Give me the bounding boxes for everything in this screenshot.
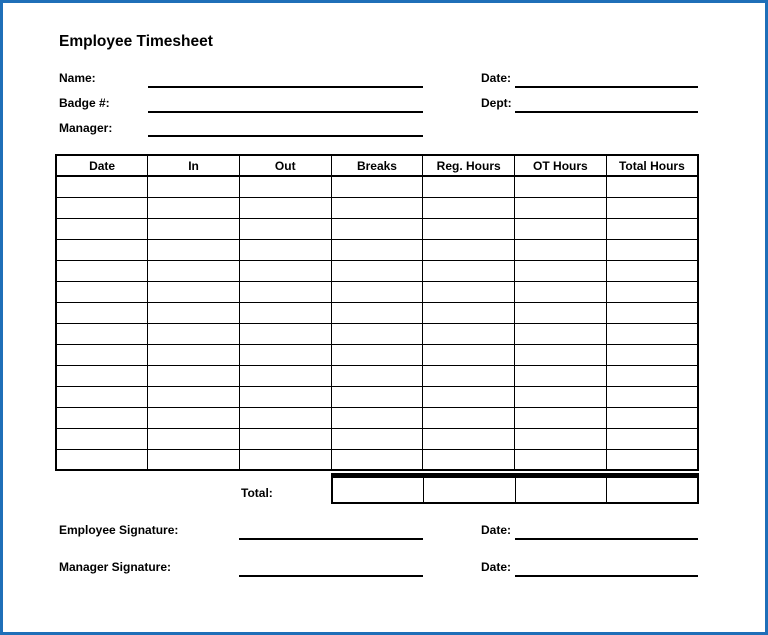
table-cell[interactable] xyxy=(56,344,148,365)
badge-label: Badge #: xyxy=(59,96,110,110)
table-cell[interactable] xyxy=(606,239,698,260)
table-cell[interactable] xyxy=(423,449,515,470)
table-cell[interactable] xyxy=(515,281,607,302)
table-row xyxy=(56,302,698,323)
date-field[interactable] xyxy=(515,86,698,88)
table-cell[interactable] xyxy=(515,197,607,218)
total-label: Total: xyxy=(241,486,273,500)
table-cell[interactable] xyxy=(56,302,148,323)
table-row xyxy=(56,449,698,470)
timesheet-table xyxy=(55,154,699,471)
table-cell[interactable] xyxy=(239,281,331,302)
employee-signature-field[interactable] xyxy=(239,538,423,540)
total-reg-hours-cell[interactable] xyxy=(424,478,515,502)
column-header: In xyxy=(148,155,240,176)
table-cell[interactable] xyxy=(56,218,148,239)
table-cell[interactable] xyxy=(606,323,698,344)
table-cell[interactable] xyxy=(606,365,698,386)
dept-label: Dept: xyxy=(481,96,512,110)
manager-signature-label: Manager Signature: xyxy=(59,560,172,574)
table-cell[interactable] xyxy=(148,344,240,365)
table-cell[interactable] xyxy=(515,365,607,386)
table-row xyxy=(56,218,698,239)
table-cell[interactable] xyxy=(515,428,607,449)
table-cell[interactable] xyxy=(239,302,331,323)
total-total-hours-cell[interactable] xyxy=(607,478,697,502)
table-cell[interactable] xyxy=(56,197,148,218)
table-cell[interactable] xyxy=(148,365,240,386)
table-cell[interactable] xyxy=(423,344,515,365)
totals-row xyxy=(331,473,699,504)
column-header: OT Hours xyxy=(515,155,607,176)
table-cell[interactable] xyxy=(606,407,698,428)
table-cell[interactable] xyxy=(423,386,515,407)
table-cell[interactable] xyxy=(331,218,423,239)
table-cell[interactable] xyxy=(148,449,240,470)
table-cell[interactable] xyxy=(148,281,240,302)
table-cell[interactable] xyxy=(239,449,331,470)
table-cell[interactable] xyxy=(239,365,331,386)
column-header: Date xyxy=(56,155,148,176)
table-cell[interactable] xyxy=(148,323,240,344)
table-row xyxy=(56,197,698,218)
table-cell[interactable] xyxy=(239,197,331,218)
table-cell[interactable] xyxy=(56,428,148,449)
table-cell[interactable] xyxy=(56,449,148,470)
table-row xyxy=(56,344,698,365)
table-cell[interactable] xyxy=(331,281,423,302)
table-row xyxy=(56,260,698,281)
table-cell[interactable] xyxy=(56,176,148,197)
table-cell[interactable] xyxy=(515,407,607,428)
table-row xyxy=(56,176,698,197)
table-cell[interactable] xyxy=(56,281,148,302)
table-cell[interactable] xyxy=(148,302,240,323)
table-cell[interactable] xyxy=(56,260,148,281)
manager-signature-field[interactable] xyxy=(239,575,423,577)
table-cell[interactable] xyxy=(148,239,240,260)
table-cell[interactable] xyxy=(606,344,698,365)
table-cell[interactable] xyxy=(423,281,515,302)
table-cell[interactable] xyxy=(423,197,515,218)
table-cell[interactable] xyxy=(423,407,515,428)
table-cell[interactable] xyxy=(239,344,331,365)
table-cell[interactable] xyxy=(606,428,698,449)
table-cell[interactable] xyxy=(515,323,607,344)
badge-field[interactable] xyxy=(148,111,423,113)
employee-signature-date-label: Date: xyxy=(481,523,512,537)
table-header-row xyxy=(56,155,698,176)
table-cell[interactable] xyxy=(148,386,240,407)
column-header: Reg. Hours xyxy=(423,155,515,176)
table-cell[interactable] xyxy=(606,218,698,239)
table-cell[interactable] xyxy=(423,365,515,386)
table-cell[interactable] xyxy=(331,386,423,407)
total-ot-hours-cell[interactable] xyxy=(516,478,607,502)
table-cell[interactable] xyxy=(606,197,698,218)
table-cell[interactable] xyxy=(606,176,698,197)
table-cell[interactable] xyxy=(331,407,423,428)
manager-field[interactable] xyxy=(148,135,423,137)
manager-signature-date-label: Date: xyxy=(481,560,512,574)
table-cell[interactable] xyxy=(331,176,423,197)
table-cell[interactable] xyxy=(606,302,698,323)
table-cell[interactable] xyxy=(56,323,148,344)
total-breaks-cell[interactable] xyxy=(333,478,424,502)
table-cell[interactable] xyxy=(515,449,607,470)
table-cell[interactable] xyxy=(331,449,423,470)
table-cell[interactable] xyxy=(56,239,148,260)
table-cell[interactable] xyxy=(239,260,331,281)
name-label: Name: xyxy=(59,71,96,85)
table-row xyxy=(56,323,698,344)
column-header: Breaks xyxy=(331,155,423,176)
table-cell[interactable] xyxy=(423,176,515,197)
table-row xyxy=(56,386,698,407)
table-cell[interactable] xyxy=(239,407,331,428)
table-row xyxy=(56,407,698,428)
table-cell[interactable] xyxy=(606,386,698,407)
table-cell[interactable] xyxy=(239,323,331,344)
column-header: Total Hours xyxy=(606,155,698,176)
page-title: Employee Timesheet xyxy=(59,33,213,50)
table-body xyxy=(56,176,698,470)
table-cell[interactable] xyxy=(56,407,148,428)
table-cell[interactable] xyxy=(423,218,515,239)
table-cell[interactable] xyxy=(515,260,607,281)
table-cell[interactable] xyxy=(515,344,607,365)
table-row xyxy=(56,428,698,449)
table-cell[interactable] xyxy=(331,428,423,449)
table-cell[interactable] xyxy=(515,302,607,323)
table-cell[interactable] xyxy=(606,260,698,281)
table-cell[interactable] xyxy=(331,197,423,218)
table-cell[interactable] xyxy=(515,386,607,407)
column-header: Out xyxy=(239,155,331,176)
table-cell[interactable] xyxy=(331,323,423,344)
table-cell[interactable] xyxy=(331,260,423,281)
table-cell[interactable] xyxy=(331,302,423,323)
manager-label: Manager: xyxy=(59,121,113,135)
table-cell[interactable] xyxy=(56,386,148,407)
table-cell[interactable] xyxy=(515,176,607,197)
manager-signature-date-field[interactable] xyxy=(515,575,698,577)
table-cell[interactable] xyxy=(148,218,240,239)
table-cell[interactable] xyxy=(148,197,240,218)
table-cell[interactable] xyxy=(423,428,515,449)
table-row xyxy=(56,239,698,260)
table-row xyxy=(56,365,698,386)
table-cell[interactable] xyxy=(423,302,515,323)
table-cell[interactable] xyxy=(515,239,607,260)
dept-field[interactable] xyxy=(515,111,698,113)
table-cell[interactable] xyxy=(423,323,515,344)
date-label: Date: xyxy=(481,71,512,85)
table-cell[interactable] xyxy=(148,260,240,281)
table-cell[interactable] xyxy=(239,428,331,449)
table-cell[interactable] xyxy=(148,428,240,449)
table-cell[interactable] xyxy=(606,449,698,470)
table-cell[interactable] xyxy=(515,218,607,239)
table-cell[interactable] xyxy=(239,386,331,407)
table-cell[interactable] xyxy=(239,176,331,197)
table-cell[interactable] xyxy=(148,407,240,428)
table-row xyxy=(56,281,698,302)
table-cell[interactable] xyxy=(331,239,423,260)
table-cell[interactable] xyxy=(239,218,331,239)
table-cell[interactable] xyxy=(148,176,240,197)
table-cell[interactable] xyxy=(423,239,515,260)
table-cell[interactable] xyxy=(56,365,148,386)
employee-signature-label: Employee Signature: xyxy=(59,523,179,537)
table-cell[interactable] xyxy=(239,239,331,260)
name-field[interactable] xyxy=(148,86,423,88)
table-cell[interactable] xyxy=(331,344,423,365)
table-cell[interactable] xyxy=(423,260,515,281)
table-cell[interactable] xyxy=(331,365,423,386)
employee-signature-date-field[interactable] xyxy=(515,538,698,540)
table-cell[interactable] xyxy=(606,281,698,302)
